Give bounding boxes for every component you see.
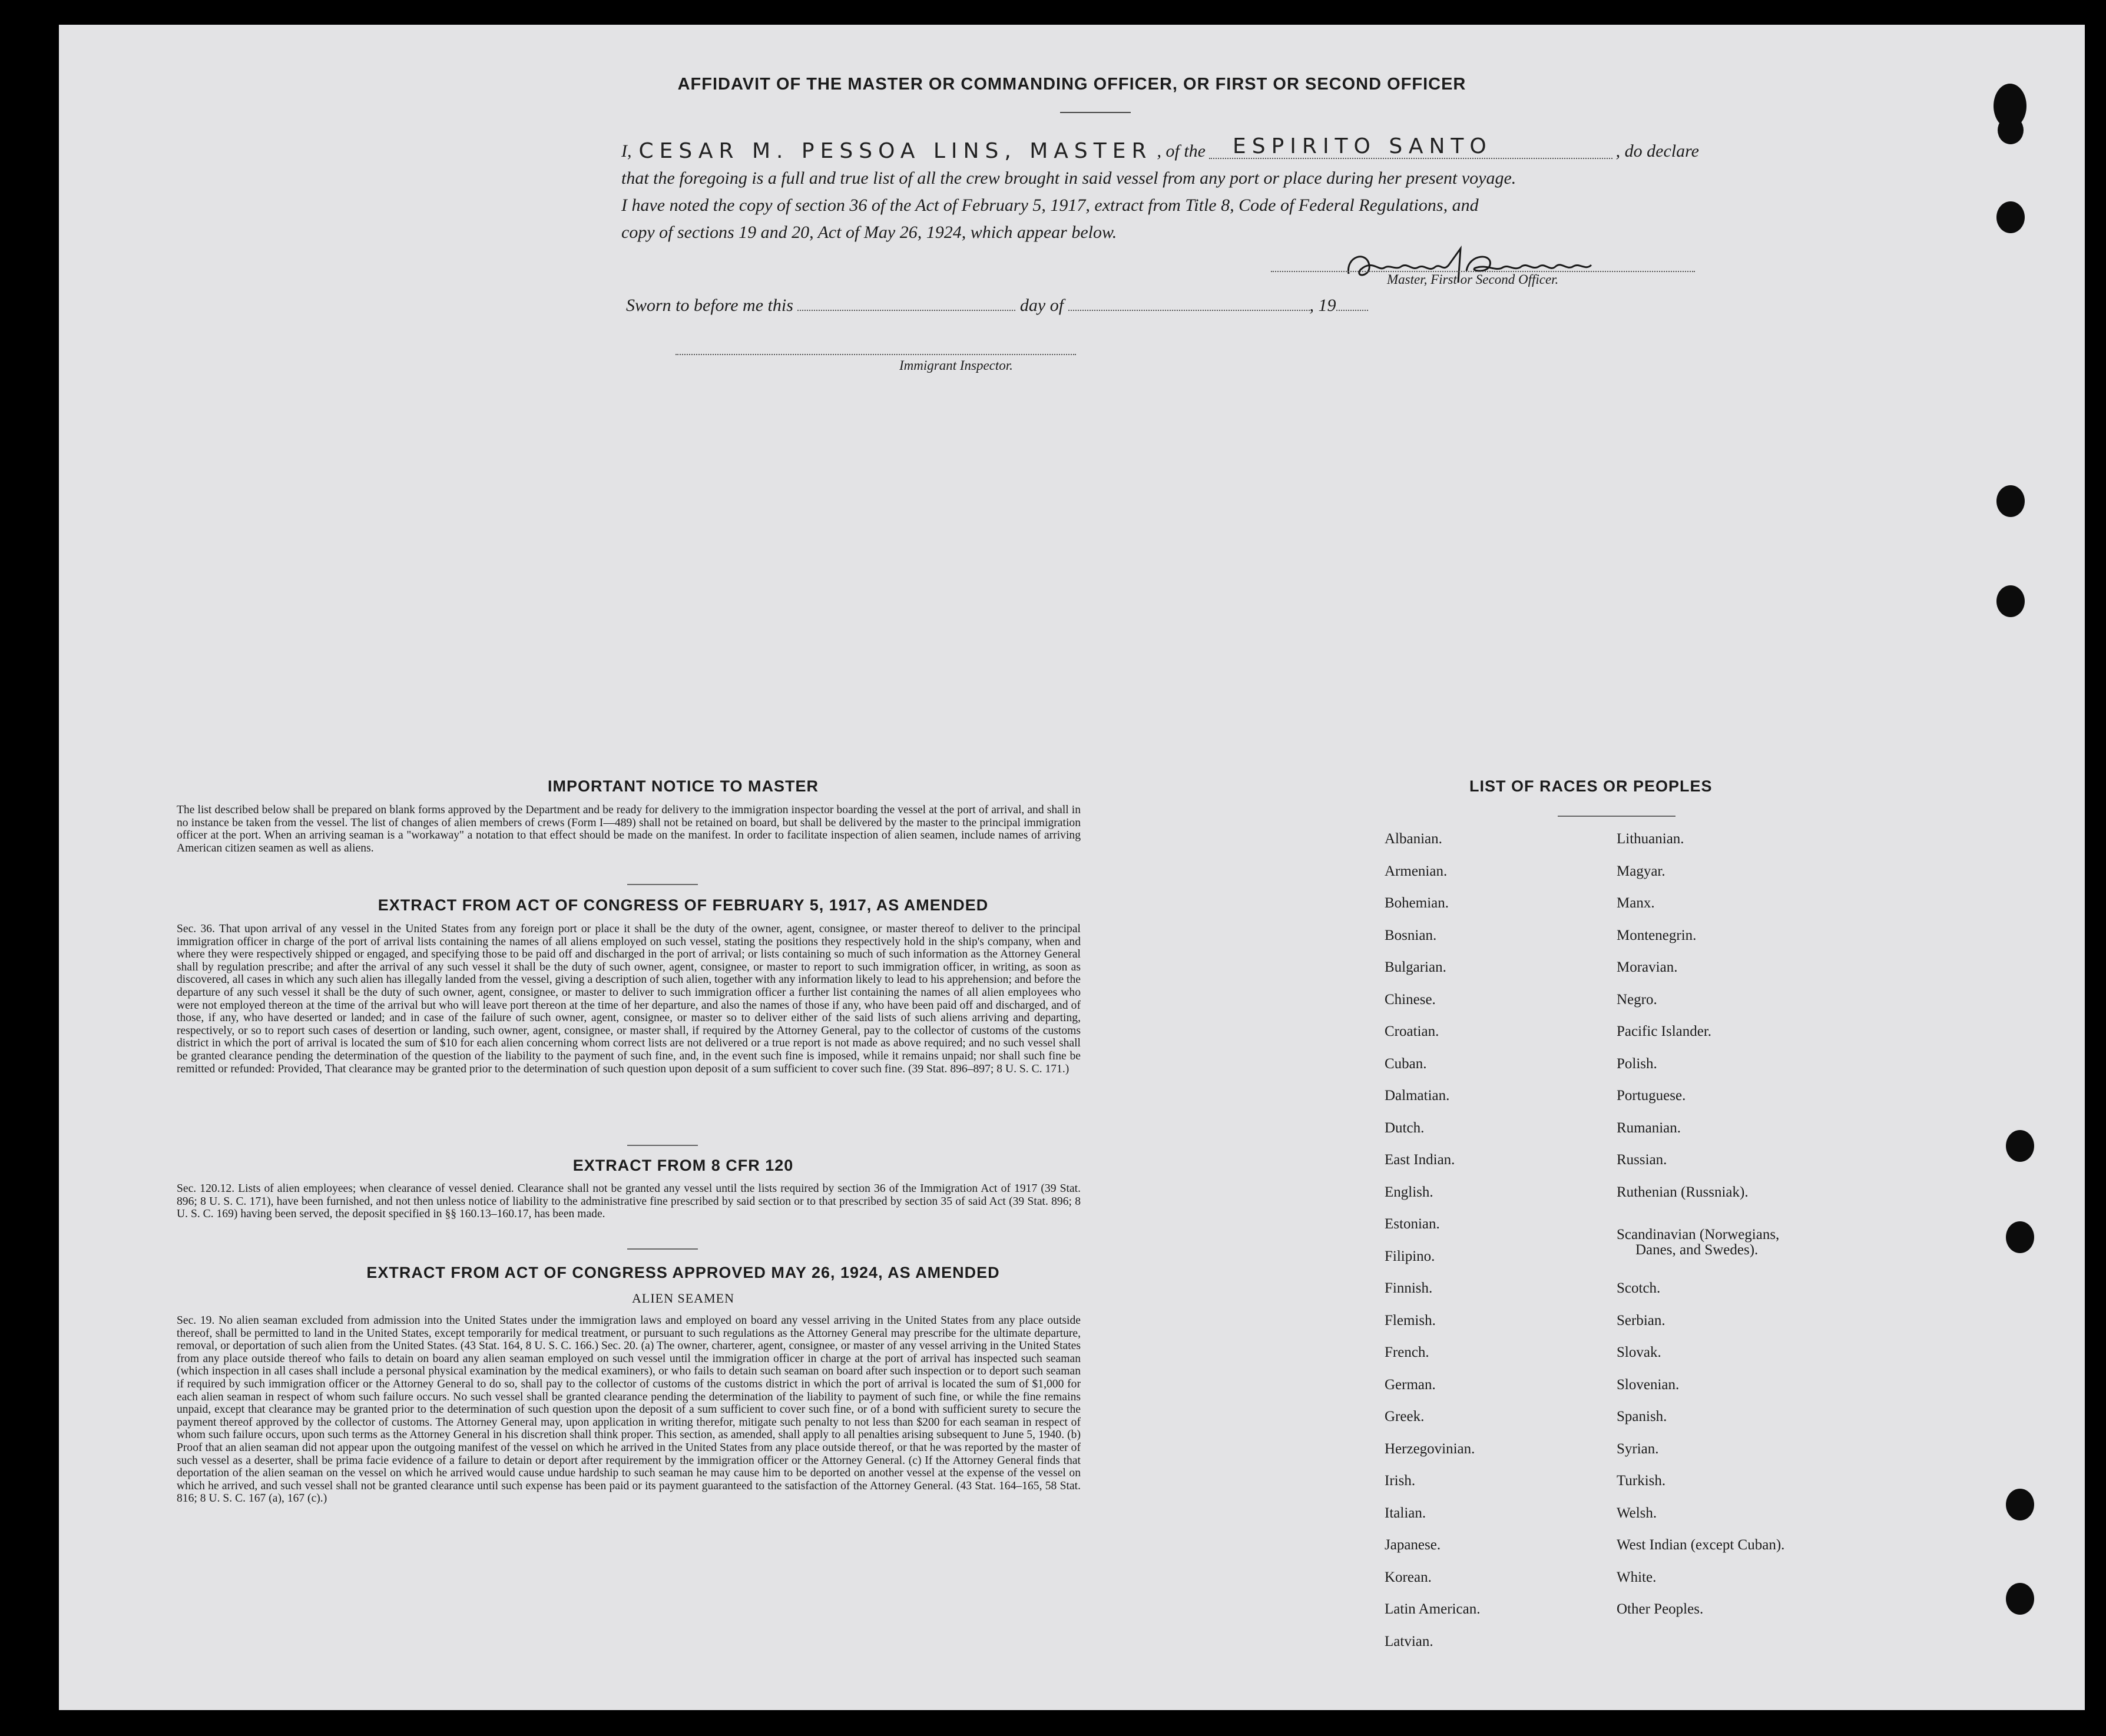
affidavit-title: AFFIDAVIT OF THE MASTER OR COMMANDING OFFICER, OR FIRST OR SECOND OFFICER [677, 75, 1466, 94]
race-item: Albanian. [1385, 831, 1442, 847]
race-item-scandinavian [1617, 1215, 1784, 1280]
declaration-line-2: that the foregoing is a full and true list of all the crew brought in said vessel from any port or place during her present voyage. [621, 168, 1516, 188]
race-item: German. [1385, 1376, 1436, 1393]
extract-cfr-heading: EXTRACT FROM 8 CFR 120 [572, 1157, 794, 1174]
race-item: Dalmatian. [1385, 1088, 1450, 1104]
race-item: Welsh. [1617, 1505, 1657, 1521]
race-item: Croatian. [1385, 1023, 1439, 1039]
punch-hole [2006, 1130, 2034, 1162]
punch-hole [1996, 485, 2025, 517]
race-item: Filipino. [1385, 1248, 1435, 1264]
race-item: Estonian. [1385, 1216, 1440, 1232]
race-item: Manx. [1617, 895, 1655, 911]
vessel-name-handwritten: ESPIRITO SANTO [1233, 134, 1492, 158]
sworn-line [626, 296, 1368, 316]
scandinavian-line-1: Scandinavian (Norwegians, [1617, 1227, 1780, 1243]
sworn-year: , 19 [1309, 296, 1336, 315]
race-item: Latin American. [1385, 1601, 1481, 1617]
race-item: Dutch. [1385, 1119, 1425, 1136]
punch-hole [1996, 585, 2025, 617]
race-item: Rumanian. [1617, 1119, 1681, 1136]
race-item: Bosnian. [1385, 927, 1437, 943]
race-item: Slovak. [1617, 1344, 1661, 1360]
punch-hole [2006, 1221, 2034, 1253]
scandinavian-line-2: Danes, and Swedes). [1635, 1242, 1759, 1258]
title-divider [1060, 112, 1131, 113]
extract-cfr-text: Sec. 120.12. Lists of alien employees; when clearance of vessel denied. Clearance shall not be granted any vessel until the lists required by section 36 of the Immigration Act of 1917 (39 Stat. 896; 8 U. S. C. 171), have been furnished, and not then unless notice of liability to the administrative fine prescribed by said section or to that prescribed by section 35 of said Act (39 Stat. 896; 8 U. S. C. 169) having been served, the deposit specified in §§ 160.13–160.17, has been made. [177, 1182, 1081, 1221]
declaration-line-4: copy of sections 19 and 20, Act of May 26, 1924, which appear below. [621, 223, 1117, 242]
extract-1924-heading: EXTRACT FROM ACT OF CONGRESS APPROVED MAY 26, 1924, AS AMENDED [366, 1264, 1000, 1281]
extract-cfr-divider [627, 1248, 698, 1250]
declaration-line-3: I have noted the copy of section 36 of the Act of February 5, 1917, extract from Title 8, Code of Federal Regulations, and [621, 196, 1479, 215]
races-column-1 [1385, 830, 1480, 1665]
race-item: Japanese. [1385, 1537, 1441, 1553]
race-item: Other Peoples. [1617, 1601, 1704, 1617]
race-item: Serbian. [1617, 1312, 1665, 1328]
race-item: Montenegrin. [1617, 927, 1697, 943]
declaration-do-declare: , do declare [1615, 141, 1699, 161]
race-item: Scotch. [1617, 1280, 1661, 1296]
document-sheet [59, 25, 2085, 1710]
race-item: Greek. [1385, 1409, 1425, 1424]
sworn-month-field [1068, 310, 1310, 311]
sworn-day-of: day of [1019, 296, 1064, 315]
race-item: White. [1617, 1569, 1657, 1585]
notice-text: The list described below shall be prepared on blank forms approved by the Department and be ready for delivery to the immigration inspector boarding the vessel at the port of arrival, and shall in no instance be taken from the vessel. The list of changes of alien members of crews (Form I—489) shall not be retained on board, but shall be delivered by the master to the principal immigration officer at the port. When an arriving seaman is a "workaway" a notation to that effect should be made on the manifest. In order to facilitate inspection of alien seamen, include names of arriving American citizen seamen as well as aliens. [177, 804, 1081, 854]
punch-hole [1996, 201, 2025, 233]
race-item: Cuban. [1385, 1055, 1427, 1072]
race-item: Slovenian. [1617, 1376, 1680, 1393]
declaration-i: I, [621, 141, 632, 161]
extract-1917-heading: EXTRACT FROM ACT OF CONGRESS OF FEBRUARY 5, 1917, AS AMENDED [378, 896, 989, 914]
race-item: East Indian. [1385, 1152, 1455, 1168]
extract-1924-text: Sec. 19. No alien seaman excluded from admission into the United States under the immigration laws and employed on board any vessel arriving in the United States from any place outside thereof, shall be permitted to land in the United States, except temporarily for medical treatment, or pursuant to such regulations as the Attorney General may prescribe for the ultimate departure, removal, or deportation of such alien from the United States. (43 Stat. 164, 8 U. S. C. 166.) Sec. 20. (a) The owner, charterer, agent, consignee, or master of any vessel arriving in the United States from any place outside thereof who fails to detain on board any alien seaman employed on such vessel until the immigration officer in charge at the port of arrival has inspected such seaman (which inspection in all cases shall include a personal physical examination by the medical examiners), or who fails to detain such seaman on board after such inspection or to deport such seaman if required by such immigration officer or the Attorney General to do so, shall pay to the collector of customs of the customs district in which the port of arrival is located the sum of $1,000 for each alien seaman in respect of whom such failure occurs. No such vessel shall be granted clearance pending the determination of the liability to payment of such fine, or while the fine remains unpaid, except that clearance may be granted prior to the determination of such question upon the deposit of a sum sufficient to cover such fine, or of a bond with sufficient surety to secure the payment thereof approved by the collector of customs. The Attorney General may, upon application in writing therefor, mitigate such penalty to not less than $200 for each seaman in respect of whom such failure occurs, upon such terms as the Attorney General in his discretion shall think proper. This section, as amended, shall apply to all penalties arising subsequent to June 5, 1940. (b) Proof that an alien seaman did not appear upon the outgoing manifest of the vessel on which he arrived in the United States from any place outside thereof, or that he was reported by the master of such vessel as a deserter, shall be prima facie evidence of a failure to detain or deport after requirement by the immigration officer or the Attorney General. (c) If the Attorney General finds that deportation of the alien seaman on the vessel on which he arrived would cause undue hardship to such seaman he may cause him to be deported on another vessel at the expense of the vessel on which he arrived, and such vessel shall not be granted clearance until such expense has been paid or its payment guaranteed to the satisfaction of the Attorney General. (43 Stat. 164–165, 58 Stat. 816; 8 U. S. C. 167 (a), 167 (c).) [177, 1314, 1081, 1505]
race-item: Syrian. [1617, 1440, 1659, 1457]
race-item: French. [1385, 1344, 1429, 1360]
sworn-prefix: Sworn to before me this [626, 296, 793, 315]
races-heading: LIST OF RACES OR PEOPLES [1469, 777, 1713, 795]
notice-heading: IMPORTANT NOTICE TO MASTER [548, 777, 819, 795]
race-item: Polish. [1617, 1055, 1657, 1072]
races-column-2 [1617, 830, 1784, 1633]
race-item: Herzegovinian. [1385, 1440, 1475, 1457]
race-item: Bohemian. [1385, 895, 1449, 911]
sworn-year-field [1336, 310, 1368, 311]
inspector-caption: Immigrant Inspector. [899, 358, 1013, 373]
signature-caption: Master, First or Second Officer. [1387, 272, 1559, 287]
master-name-handwritten: CESAR M. PESSOA LINS, MASTER [638, 139, 1153, 163]
race-item: Flemish. [1385, 1312, 1436, 1328]
races-divider [1558, 816, 1675, 817]
race-item: Armenian. [1385, 863, 1448, 879]
race-item: Korean. [1385, 1569, 1432, 1585]
punch-hole [2006, 1489, 2034, 1520]
extract-1917-text: Sec. 36. That upon arrival of any vessel in the United States from any foreign port or place it shall be the duty of the owner, agent, consignee, or master thereof to deliver to the principal immigration officer in charge of the port of arrival lists containing the names of all aliens employed on such vessel, stating the positions they respectively hold in the ship's company, when and where they were respectively shipped or engaged, and specifying those to be paid off and discharged in the port of arrival; or lists containing so much of such information as the Attorney General shall by regulation prescribe; and after the arrival of any such vessel it shall be the duty of such owner, agent, consignee, or master to report to such immigration officer, in writing, as soon as discovered, all cases in which any such alien has illegally landed from the vessel, giving a description of such alien, together with any information likely to lead to his apprehension; and before the departure of any such vessel it shall be the duty of such owner, agent, consignee, or master to deliver to such immigration officer a further list containing the names of all alien employees who were not employed thereon at the time of the arrival but who will leave port thereon at the time of her departure, and also the names of those if any, who have been paid off and discharged, and of those, if any, who have deserted or landed; and in case of the failure of such owner, agent, consignee, or master so to deliver either of the said lists of such aliens arriving and departing, respectively, or so to report such cases of desertion or landing, such owner, agent, consignee, or master shall, if required by the Attorney General, pay to the collector of customs of the customs district in which the port of arrival is located the sum of $10 for each alien concerning whom correct lists are not delivered or a true report is not made as above required; and no such vessel shall be granted clearance pending the determination of the question of the liability to the payment of such fine, and, in the event such fine is imposed, while it remains unpaid; nor shall such fine be remitted or refunded: Provided, That clearance may be granted prior to the determination of such question upon deposit of a sum sufficient to cover such fine. (39 Stat. 896–897; 8 U. S. C. 171.) [177, 923, 1081, 1075]
punch-hole [2006, 1583, 2034, 1615]
race-item: Chinese. [1385, 991, 1436, 1008]
sworn-day-field [797, 310, 1015, 311]
race-item: Magyar. [1617, 863, 1665, 879]
extract-1917-divider [627, 1145, 698, 1146]
race-item: Italian. [1385, 1505, 1426, 1521]
vessel-name-field [1209, 134, 1612, 159]
inspector-signature-line [675, 354, 1076, 355]
declaration-of-the: , of the [1157, 141, 1206, 161]
race-item: English. [1385, 1184, 1433, 1200]
race-item: Negro. [1617, 991, 1657, 1008]
race-item: Finnish. [1385, 1280, 1433, 1296]
race-item: Bulgarian. [1385, 959, 1446, 975]
race-item: Russian. [1617, 1152, 1667, 1168]
race-item: Moravian. [1617, 959, 1678, 975]
race-item: Latvian. [1385, 1633, 1433, 1649]
race-item: Pacific Islander. [1617, 1023, 1712, 1039]
notice-divider [627, 884, 698, 885]
race-item: Turkish. [1617, 1473, 1666, 1489]
race-item: Lithuanian. [1617, 831, 1684, 847]
race-item: Spanish. [1617, 1409, 1667, 1424]
punch-hole [1998, 116, 2024, 144]
race-item: West Indian (except Cuban). [1617, 1537, 1785, 1553]
race-item: Irish. [1385, 1473, 1416, 1489]
alien-seamen-subheading: ALIEN SEAMEN [632, 1291, 734, 1306]
declaration-block [621, 134, 1699, 246]
declaration-line-1 [621, 134, 1699, 165]
race-item: Portuguese. [1617, 1088, 1686, 1104]
race-item: Ruthenian (Russniak). [1617, 1184, 1749, 1200]
